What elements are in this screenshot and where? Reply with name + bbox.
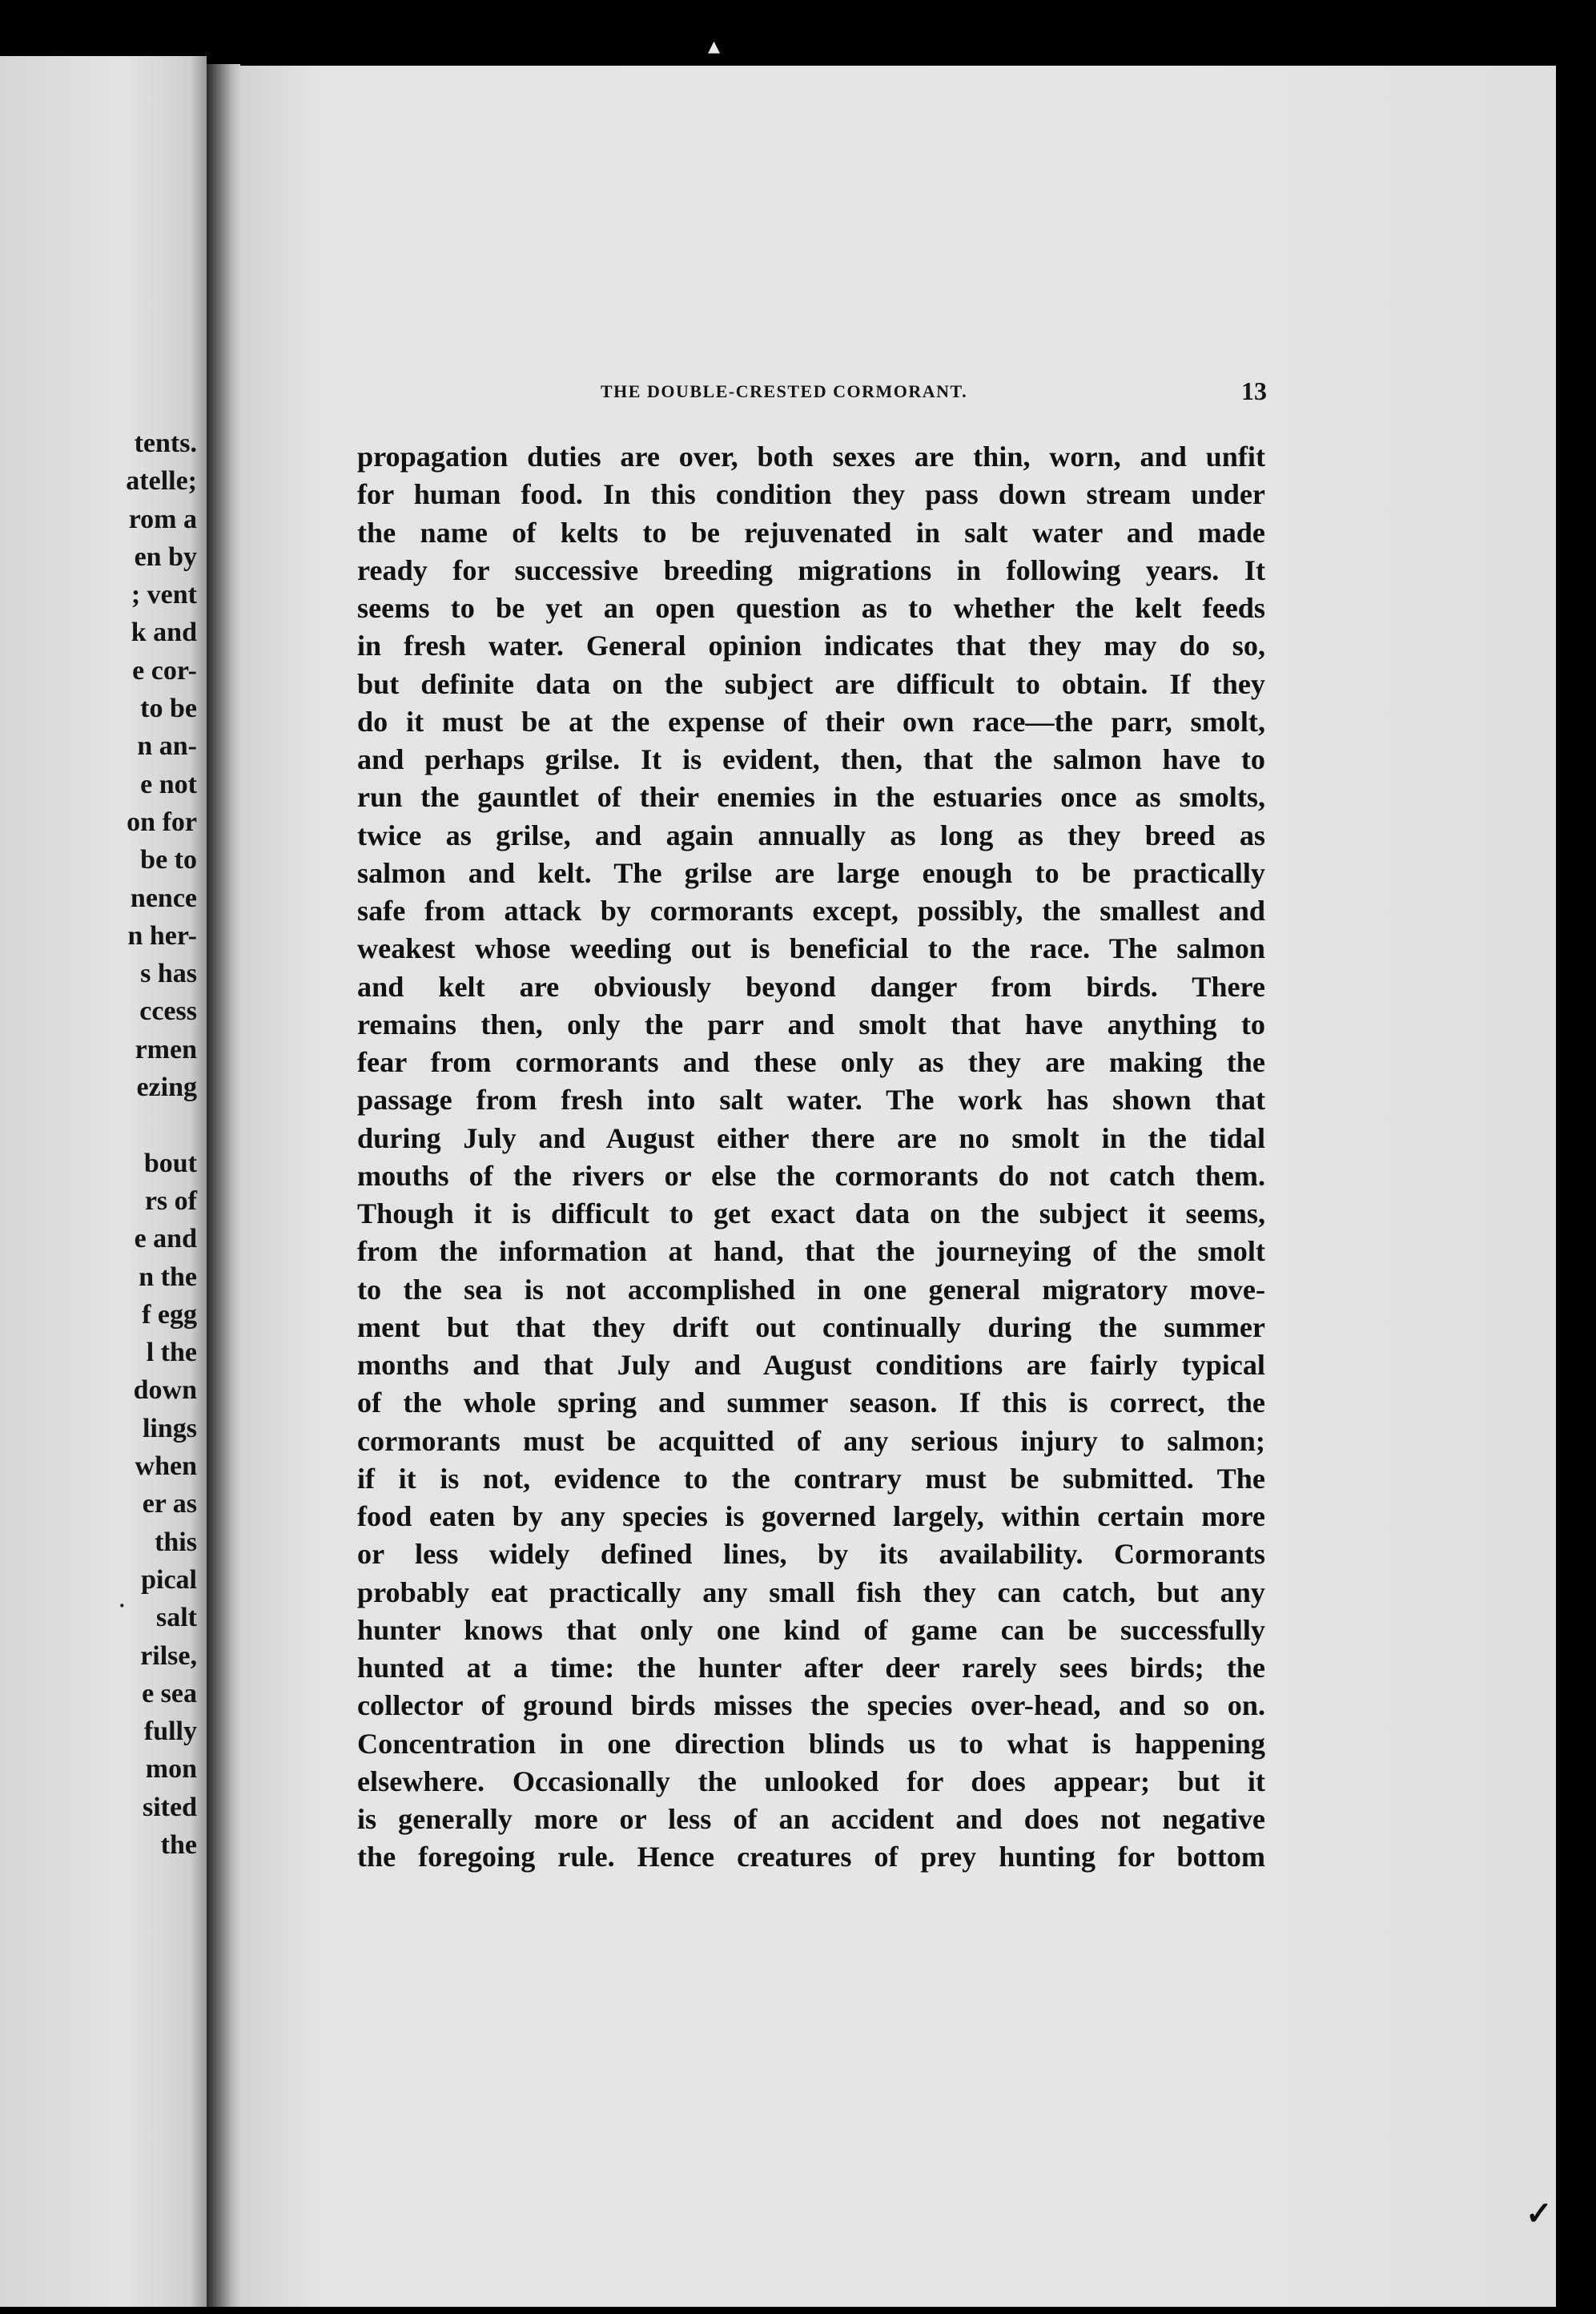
facing-page-line: n her-: [127, 920, 197, 951]
text-line: hunter knows that only one kind of game can be successfully: [357, 1613, 1265, 1646]
facing-page-line: rom a: [128, 504, 197, 534]
text-line: collector of ground birds misses the species over-head, and so on.: [357, 1689, 1265, 1722]
text-line: if it is not, evidence to the contrary must be submitted. The: [357, 1462, 1265, 1495]
text-line: passage from fresh into salt water. The work has shown that: [357, 1084, 1265, 1117]
running-head: [601, 376, 1441, 413]
facing-page-line: tents.: [134, 429, 197, 458]
facing-page-line: on for: [127, 807, 197, 837]
page-number: 13: [1241, 376, 1267, 405]
facing-page-line: this: [155, 1527, 197, 1557]
text-line: probably eat practically any small fish they can catch, but any: [357, 1576, 1265, 1608]
facing-page-line: s has: [140, 959, 197, 989]
text-line: twice as grilse, and again annually as long as they breed as: [357, 819, 1265, 851]
facing-page: [0, 56, 207, 2307]
text-line: but definite data on the subject are difficult to obtain. If they: [357, 667, 1265, 700]
facing-page-line: ezing: [136, 1072, 197, 1103]
facing-page-line: down: [133, 1375, 197, 1406]
facing-page-line: n the: [139, 1262, 197, 1292]
body-text: [357, 438, 1265, 1877]
facing-page-text: [5, 425, 197, 1864]
text-line: from the information at hand, that the journeying of the smolt: [357, 1235, 1265, 1268]
scan-speck: ✓: [1526, 2195, 1553, 2232]
running-title: THE DOUBLE-CRESTED CORMORANT.: [601, 381, 968, 401]
facing-page-line: rs of: [144, 1185, 197, 1216]
text-line: run the gauntlet of their enemies in the estuaries once as smolts,: [357, 781, 1265, 814]
text-line: Concentration in one direction blinds us to what is happening: [357, 1727, 1265, 1760]
text-line: of the whole spring and summer season. If this is correct, the: [357, 1386, 1265, 1419]
text-line: cormorants must be acquitted of any serious injury to salmon;: [357, 1424, 1265, 1457]
text-line: mouths of the rivers or else the cormorants do not catch them.: [357, 1159, 1265, 1192]
text-line: ready for successive breeding migrations in following years. It: [357, 553, 1265, 586]
text-line: do it must be at the expense of their own race—the parr, smolt,: [357, 705, 1265, 738]
text-line: in fresh water. General opinion indicates that they may do so,: [357, 630, 1265, 662]
text-line: fear from cormorants and these only as they are making the: [357, 1046, 1265, 1078]
facing-page-line: f egg: [142, 1299, 197, 1330]
facing-page-line: en by: [134, 541, 197, 572]
facing-page-line: ccess: [139, 996, 197, 1027]
facing-page-line: sited: [143, 1792, 197, 1822]
facing-page-line: fully: [143, 1716, 197, 1747]
text-line: the name of kelts to be rejuvenated in salt water and made: [357, 516, 1265, 549]
text-line: safe from attack by cormorants except, possibly, the smallest and: [357, 895, 1265, 927]
text-line: for human food. In this condition they pass down stream under: [357, 478, 1265, 511]
facing-page-line: atelle;: [126, 466, 197, 497]
facing-page-line: l the: [146, 1338, 197, 1368]
facing-page-line: rmen: [135, 1034, 197, 1064]
facing-page-line: [5, 1106, 197, 1144]
facing-page-line: n an-: [137, 731, 197, 762]
facing-page-line: when: [135, 1451, 197, 1482]
facing-page-line: e and: [134, 1224, 197, 1254]
facing-page-line: the: [160, 1829, 197, 1860]
text-line: and kelt are obviously beyond danger from birds. There: [357, 970, 1265, 1003]
facing-page-line: e cor-: [132, 655, 197, 686]
text-line: salmon and kelt. The grilse are large enough to be practically: [357, 856, 1265, 889]
text-line: months and that July and August conditions are fairly typical: [357, 1349, 1265, 1381]
facing-page-line: e sea: [142, 1678, 197, 1708]
text-line: seems to be yet an open question as to whether the kelt feeds: [357, 592, 1265, 624]
facing-page-line: to be: [140, 694, 197, 724]
text-line: propagation duties are over, both sexes are thin, worn, and unfit: [357, 441, 1265, 473]
text-line: and perhaps grilse. It is evident, then, that the salmon have to: [357, 743, 1265, 775]
text-line: weakest whose weeding out is beneficial to the race. The salmon: [357, 932, 1265, 965]
facing-page-line: bout: [143, 1148, 197, 1178]
text-line: elsewhere. Occasionally the unlooked for does appear; but it: [357, 1765, 1265, 1797]
facing-page-line: er as: [142, 1489, 197, 1519]
facing-page-line: lings: [142, 1413, 197, 1443]
text-line: to the sea is not accomplished in one general migratory move-: [357, 1273, 1265, 1306]
facing-page-line: mon: [145, 1754, 197, 1785]
text-line: ment but that they drift out continually during the summer: [357, 1310, 1265, 1343]
book-gutter: [207, 64, 240, 2307]
facing-page-line: nence: [130, 883, 197, 913]
text-line: or less widely defined lines, by its availability. Cormorants: [357, 1538, 1265, 1571]
facing-page-line: ; vent: [131, 580, 197, 610]
facing-page-line: k and: [131, 618, 197, 648]
facing-page-line: pical: [141, 1564, 197, 1595]
facing-page-line: rilse,: [140, 1640, 197, 1671]
facing-page-line: salt: [156, 1603, 197, 1633]
text-line: during July and August either there are no smolt in the tidal: [357, 1121, 1265, 1154]
scan-speck: ▴: [708, 33, 721, 59]
text-line: is generally more or less of an accident and does not negative: [357, 1803, 1265, 1835]
text-line: Though it is difficult to get exact data on the subject it seems,: [357, 1197, 1265, 1229]
facing-page-line: e not: [140, 769, 197, 799]
facing-page-line: be to: [140, 845, 197, 875]
scan-speck: ·: [119, 1594, 126, 1617]
text-line: hunted at a time: the hunter after deer rarely sees birds; the: [357, 1652, 1265, 1684]
text-line: the foregoing rule. Hence creatures of prey hunting for bottom: [357, 1841, 1265, 1873]
text-line: food eaten by any species is governed largely, within certain more: [357, 1500, 1265, 1532]
text-line: remains then, only the parr and smolt that have anything to: [357, 1008, 1265, 1040]
